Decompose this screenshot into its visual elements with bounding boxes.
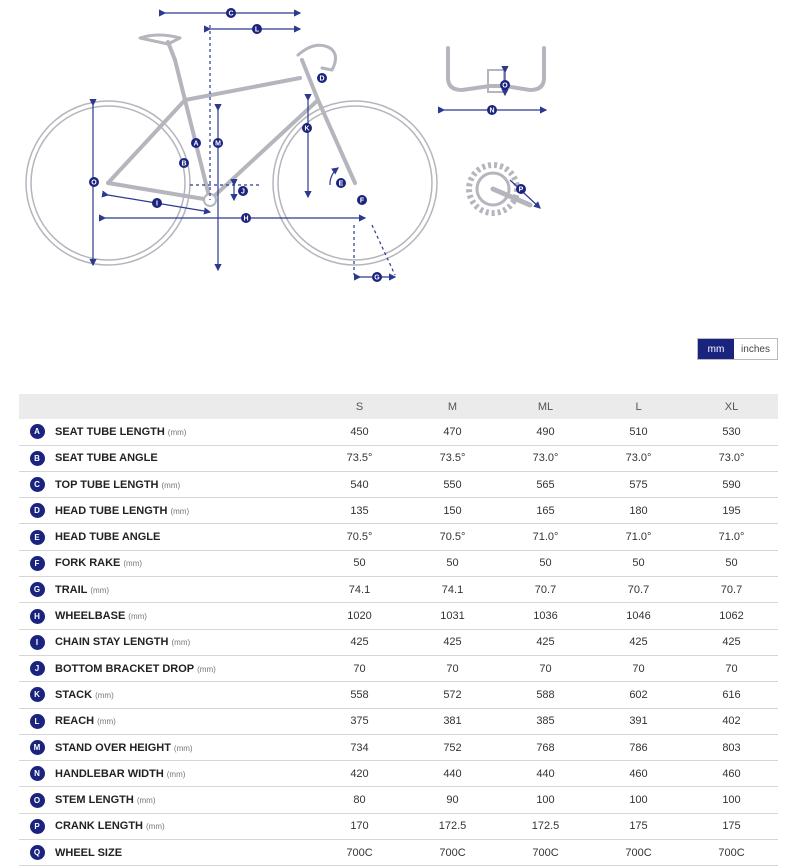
value-cell: 70 <box>725 662 738 675</box>
value-cell: 1036 <box>533 610 558 623</box>
value-cell: 752 <box>443 741 462 754</box>
marker-o2 <box>500 80 510 90</box>
code-badge: C <box>30 477 45 492</box>
code-badge: J <box>30 661 45 676</box>
value-cell: 1062 <box>719 610 744 623</box>
value-cell: 540 <box>350 478 369 491</box>
code-badge: D <box>30 503 45 518</box>
bike-geometry-diagram <box>0 0 790 300</box>
row-label: WHEELBASE <box>55 610 126 623</box>
row-label: CHAIN STAY LENGTH <box>55 636 169 649</box>
dimension-lines <box>93 10 546 277</box>
value-cell: 50 <box>446 557 459 570</box>
row-unit: (mm) <box>161 480 181 490</box>
unit-toggle <box>697 338 778 360</box>
value-cell: 375 <box>350 715 369 728</box>
table-row <box>19 550 778 576</box>
svg-text:K: K <box>304 125 310 133</box>
marker-g <box>372 272 382 282</box>
value-cell: 50 <box>353 557 366 570</box>
marker-l <box>252 24 262 34</box>
row-label: REACH <box>55 715 95 728</box>
value-cell: 50 <box>539 557 552 570</box>
svg-text:O: O <box>91 179 97 187</box>
value-cell: 590 <box>722 478 741 491</box>
svg-text:H: H <box>243 215 249 223</box>
table-row <box>19 708 778 734</box>
marker-p <box>516 184 526 194</box>
table-row <box>19 524 778 550</box>
value-cell: 73.0° <box>625 452 652 465</box>
code-badge: P <box>30 819 45 834</box>
marker-n <box>487 105 497 115</box>
code-badge: O <box>30 793 45 808</box>
marker-e <box>336 178 346 188</box>
value-cell: 180 <box>629 504 648 517</box>
value-cell: 425 <box>350 636 369 649</box>
marker-o <box>89 177 99 187</box>
svg-text:E: E <box>338 180 344 188</box>
code-badge: E <box>30 530 45 545</box>
value-cell: 165 <box>536 504 555 517</box>
value-cell: 385 <box>536 715 555 728</box>
value-cell: 768 <box>536 741 555 754</box>
unit-inches-button[interactable]: inches <box>734 339 777 359</box>
row-label: TRAIL <box>55 583 88 596</box>
row-label: STEM LENGTH <box>55 794 134 807</box>
marker-a <box>191 138 201 148</box>
value-cell: 50 <box>725 557 738 570</box>
value-cell: 803 <box>722 741 741 754</box>
row-label: HANDLEBAR WIDTH <box>55 767 164 780</box>
svg-text:G: G <box>374 274 380 282</box>
value-cell: 425 <box>722 636 741 649</box>
code-badge: L <box>30 714 45 729</box>
svg-text:M: M <box>215 140 221 148</box>
value-cell: 71.0° <box>718 531 745 544</box>
table-row <box>19 682 778 708</box>
value-cell: 550 <box>443 478 462 491</box>
size-header: M <box>406 394 499 419</box>
row-label: BOTTOM BRACKET DROP <box>55 662 195 675</box>
table-row <box>19 498 778 524</box>
marker-c <box>226 8 236 18</box>
value-cell: 70 <box>446 662 459 675</box>
code-badge: H <box>30 609 45 624</box>
value-cell: 558 <box>350 688 369 701</box>
value-cell: 195 <box>722 504 741 517</box>
value-cell: 425 <box>536 636 555 649</box>
table-row <box>19 445 778 471</box>
svg-text:L: L <box>254 26 260 34</box>
unit-mm-button[interactable]: mm <box>698 339 734 359</box>
value-cell: 440 <box>536 767 555 780</box>
row-label: TOP TUBE LENGTH <box>55 478 159 491</box>
row-unit: (mm) <box>95 690 114 700</box>
marker-b <box>179 158 189 168</box>
row-unit: (mm) <box>170 506 190 516</box>
value-cell: 425 <box>629 636 648 649</box>
value-cell: 700C <box>532 846 559 859</box>
row-label: HEAD TUBE ANGLE <box>55 531 161 544</box>
bike-wheels <box>26 101 437 265</box>
value-cell: 700C <box>625 846 652 859</box>
value-cell: 460 <box>629 767 648 780</box>
code-badge: A <box>30 424 45 439</box>
value-cell: 1046 <box>626 610 651 623</box>
value-cell: 734 <box>350 741 369 754</box>
marker-i <box>152 198 162 208</box>
value-cell: 71.0° <box>625 531 652 544</box>
row-label: STAND OVER HEIGHT <box>55 741 171 754</box>
svg-text:D: D <box>319 75 325 83</box>
marker-d <box>317 73 327 83</box>
value-cell: 71.0° <box>532 531 559 544</box>
row-label: SEAT TUBE ANGLE <box>55 452 158 465</box>
value-cell: 172.5 <box>531 820 560 833</box>
value-cell: 490 <box>536 425 555 438</box>
row-label: WHEEL SIZE <box>55 846 123 859</box>
code-badge: I <box>30 635 45 650</box>
size-header: XL <box>685 394 778 419</box>
marker-h <box>241 213 251 223</box>
svg-text:F: F <box>359 197 365 205</box>
svg-text:A: A <box>193 140 199 148</box>
geometry-table <box>19 394 778 866</box>
table-row <box>19 629 778 655</box>
size-header-row <box>19 394 778 419</box>
row-label: CRANK LENGTH <box>55 820 143 833</box>
row-unit: (mm) <box>197 664 216 674</box>
table-row <box>19 577 778 603</box>
marker-f <box>357 195 367 205</box>
svg-text:O: O <box>502 82 508 90</box>
row-unit: (mm) <box>123 559 143 569</box>
value-cell: 172.5 <box>438 820 467 833</box>
row-unit: (mm) <box>173 743 193 753</box>
value-cell: 440 <box>443 767 462 780</box>
table-row <box>19 761 778 787</box>
value-cell: 700C <box>718 846 745 859</box>
value-cell: 425 <box>443 636 462 649</box>
svg-text:N: N <box>489 107 495 115</box>
value-cell: 100 <box>629 794 648 807</box>
value-cell: 90 <box>446 794 459 807</box>
value-cell: 80 <box>353 794 366 807</box>
value-cell: 450 <box>350 425 369 438</box>
value-cell: 602 <box>629 688 648 701</box>
code-badge: G <box>30 582 45 597</box>
value-cell: 73.0° <box>718 452 745 465</box>
table-row <box>19 419 778 445</box>
row-label: FORK RAKE <box>55 557 121 570</box>
code-badge: Q <box>30 845 45 860</box>
value-cell: 74.1 <box>441 583 464 596</box>
value-cell: 1031 <box>440 610 465 623</box>
value-cell: 70 <box>539 662 552 675</box>
table-row <box>19 734 778 760</box>
value-cell: 73.5° <box>439 452 466 465</box>
bike-frame <box>108 35 355 200</box>
table-row <box>19 655 778 681</box>
value-cell: 70.7 <box>627 583 650 596</box>
svg-text:C: C <box>228 10 234 18</box>
row-unit: (mm) <box>146 822 165 832</box>
svg-text:B: B <box>181 160 187 168</box>
row-label: HEAD TUBE LENGTH <box>55 504 168 517</box>
table-row <box>19 813 778 839</box>
value-cell: 74.1 <box>348 583 371 596</box>
value-cell: 175 <box>722 820 741 833</box>
code-badge: M <box>30 740 45 755</box>
row-unit: (mm) <box>167 427 187 437</box>
row-unit: (mm) <box>97 717 116 727</box>
row-label: SEAT TUBE LENGTH <box>55 425 165 438</box>
code-badge: N <box>30 766 45 781</box>
row-unit: (mm) <box>136 796 156 806</box>
table-row <box>19 603 778 629</box>
code-badge: B <box>30 451 45 466</box>
value-cell: 170 <box>350 820 369 833</box>
svg-text:P: P <box>518 186 524 194</box>
value-cell: 70 <box>353 662 366 675</box>
table-row <box>19 471 778 497</box>
value-cell: 510 <box>629 425 648 438</box>
table-row <box>19 840 778 866</box>
row-unit: (mm) <box>128 612 147 622</box>
value-cell: 565 <box>536 478 555 491</box>
value-cell: 50 <box>632 557 645 570</box>
size-header: S <box>313 394 406 419</box>
value-cell: 135 <box>350 504 369 517</box>
table-row <box>19 787 778 813</box>
code-badge: K <box>30 687 45 702</box>
marker-m <box>213 138 223 148</box>
value-cell: 402 <box>722 715 741 728</box>
value-cell: 100 <box>722 794 741 807</box>
value-cell: 460 <box>722 767 741 780</box>
value-cell: 470 <box>443 425 462 438</box>
value-cell: 175 <box>629 820 648 833</box>
value-cell: 575 <box>629 478 648 491</box>
value-cell: 786 <box>629 741 648 754</box>
value-cell: 420 <box>350 767 369 780</box>
value-cell: 70.7 <box>720 583 743 596</box>
value-cell: 70.7 <box>534 583 557 596</box>
row-unit: (mm) <box>166 769 186 779</box>
value-cell: 73.5° <box>346 452 373 465</box>
code-badge: F <box>30 556 45 571</box>
svg-text:J: J <box>241 188 245 196</box>
value-cell: 70.5° <box>439 531 466 544</box>
row-label: STACK <box>55 688 93 701</box>
value-cell: 381 <box>443 715 462 728</box>
row-unit: (mm) <box>171 638 191 648</box>
size-header: L <box>592 394 685 419</box>
value-cell: 700C <box>346 846 373 859</box>
marker-j <box>238 186 248 196</box>
value-cell: 70.5° <box>346 531 373 544</box>
value-cell: 391 <box>629 715 648 728</box>
value-cell: 616 <box>722 688 741 701</box>
value-cell: 100 <box>536 794 555 807</box>
size-header: ML <box>499 394 592 419</box>
row-unit: (mm) <box>90 585 110 595</box>
svg-text:I: I <box>156 200 158 208</box>
value-cell: 588 <box>536 688 555 701</box>
value-cell: 700C <box>439 846 466 859</box>
value-cell: 150 <box>443 504 462 517</box>
value-cell: 572 <box>443 688 462 701</box>
value-cell: 530 <box>722 425 741 438</box>
value-cell: 73.0° <box>532 452 559 465</box>
value-cell: 1020 <box>347 610 372 623</box>
value-cell: 70 <box>632 662 645 675</box>
marker-k <box>302 123 312 133</box>
handlebar-top-view <box>448 48 544 92</box>
